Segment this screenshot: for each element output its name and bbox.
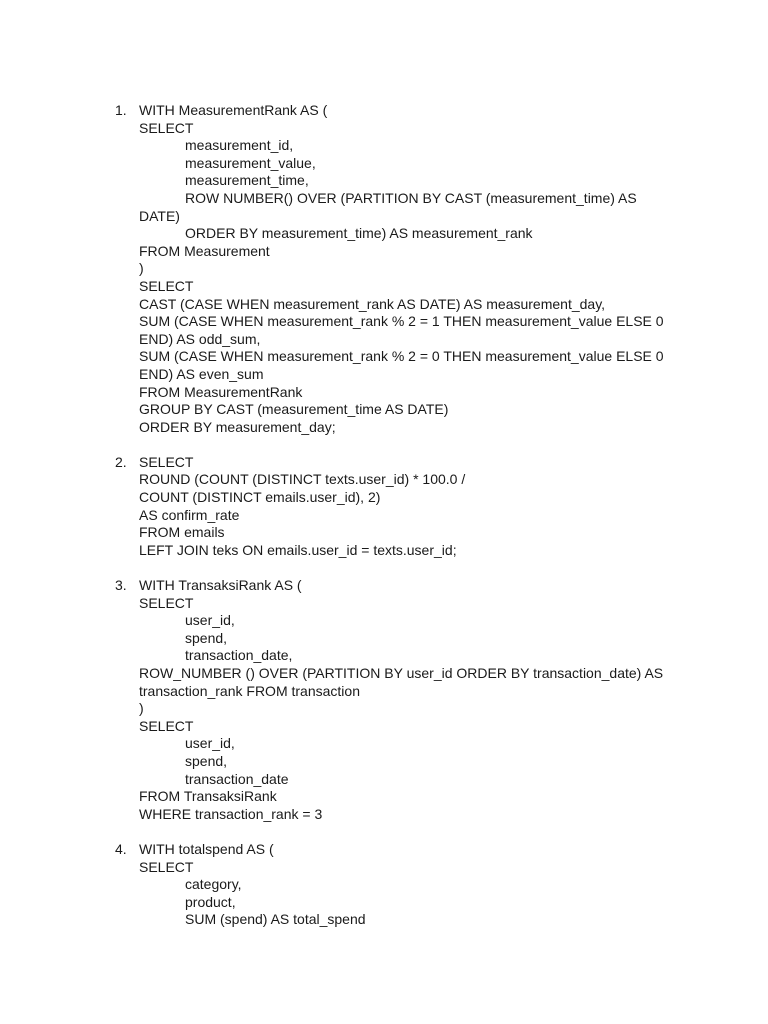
code-line: GROUP BY CAST (measurement_time AS DATE) [139,401,449,418]
code-line: transaction_date [185,770,289,787]
code-line: SELECT [139,717,194,734]
code-line: LEFT JOIN teks ON emails.user_id = texts.user_id; [139,541,457,558]
code-line: WITH MeasurementRank AS ( [139,102,328,118]
code-line: transaction_date, [185,647,293,664]
list-item [0,577,768,823]
code-line: FROM TransaksiRank [139,788,277,805]
code-line: WHERE transaction_rank = 3 [139,805,323,822]
code-line: FROM emails [139,524,225,541]
code-line: measurement_id, [185,137,294,154]
code-line: transaction_rank FROM transaction [139,682,360,699]
code-line: product, [185,893,236,910]
code-line: measurement_value, [185,154,316,171]
code-line: SUM (CASE WHEN measurement_rank % 2 = 0 THEN measurement_value ELSE 0 [139,348,664,365]
code-line: CAST (CASE WHEN measurement_rank AS DATE) AS measurement_day, [139,295,606,312]
code-line: WITH TransaksiRank AS ( [139,577,302,594]
list-item-number: 1. [115,102,127,118]
code-line: SELECT [139,453,194,470]
code-line: ORDER BY measurement_day; [139,418,336,435]
code-line: user_id, [185,735,235,752]
code-line: ROW_NUMBER () OVER (PARTITION BY user_id ORDER BY transaction_date) AS [139,665,664,681]
code-line: measurement_time, [185,172,309,189]
list-item [0,454,768,560]
code-line: ) [139,260,144,277]
code-line: WITH totalspend AS ( [139,840,274,857]
code-line: END) AS odd_sum, [139,330,261,347]
code-line: ROW NUMBER() OVER (PARTITION BY CAST (measurement_time) AS [185,189,637,206]
code-line: DATE) [139,207,180,224]
code-line: SELECT [139,858,194,875]
code-line: SELECT [139,594,194,611]
code-line: SELECT [139,119,194,136]
code-line: category, [185,876,242,893]
code-line: FROM Measurement [139,242,270,259]
list-item-number: 2. [115,453,127,470]
code-line: SUM (CASE WHEN measurement_rank % 2 = 1 THEN measurement_value ELSE 0 [139,313,664,330]
code-line: FROM MeasurementRank [139,383,303,400]
code-line: END) AS even_sum [139,365,264,382]
code-line: ORDER BY measurement_time) AS measurement_rank [185,225,533,242]
list-item [0,102,768,436]
list-item-number: 4. [115,840,127,857]
code-line: AS confirm_rate [139,506,240,523]
code-line: ) [139,700,144,717]
code-line: COUNT (DISTINCT emails.user_id), 2) [139,489,381,506]
code-line: ROUND (COUNT (DISTINCT texts.user_id) * 100.0 / [139,471,466,488]
code-line: SELECT [139,277,194,294]
sql-answer-list [0,102,768,947]
list-item [0,841,768,929]
code-line: spend, [185,752,228,769]
list-item-number: 3. [115,577,127,594]
code-line: SUM (spend) AS total_spend [185,911,366,928]
code-line: spend, [185,629,228,646]
code-line: user_id, [185,612,235,629]
